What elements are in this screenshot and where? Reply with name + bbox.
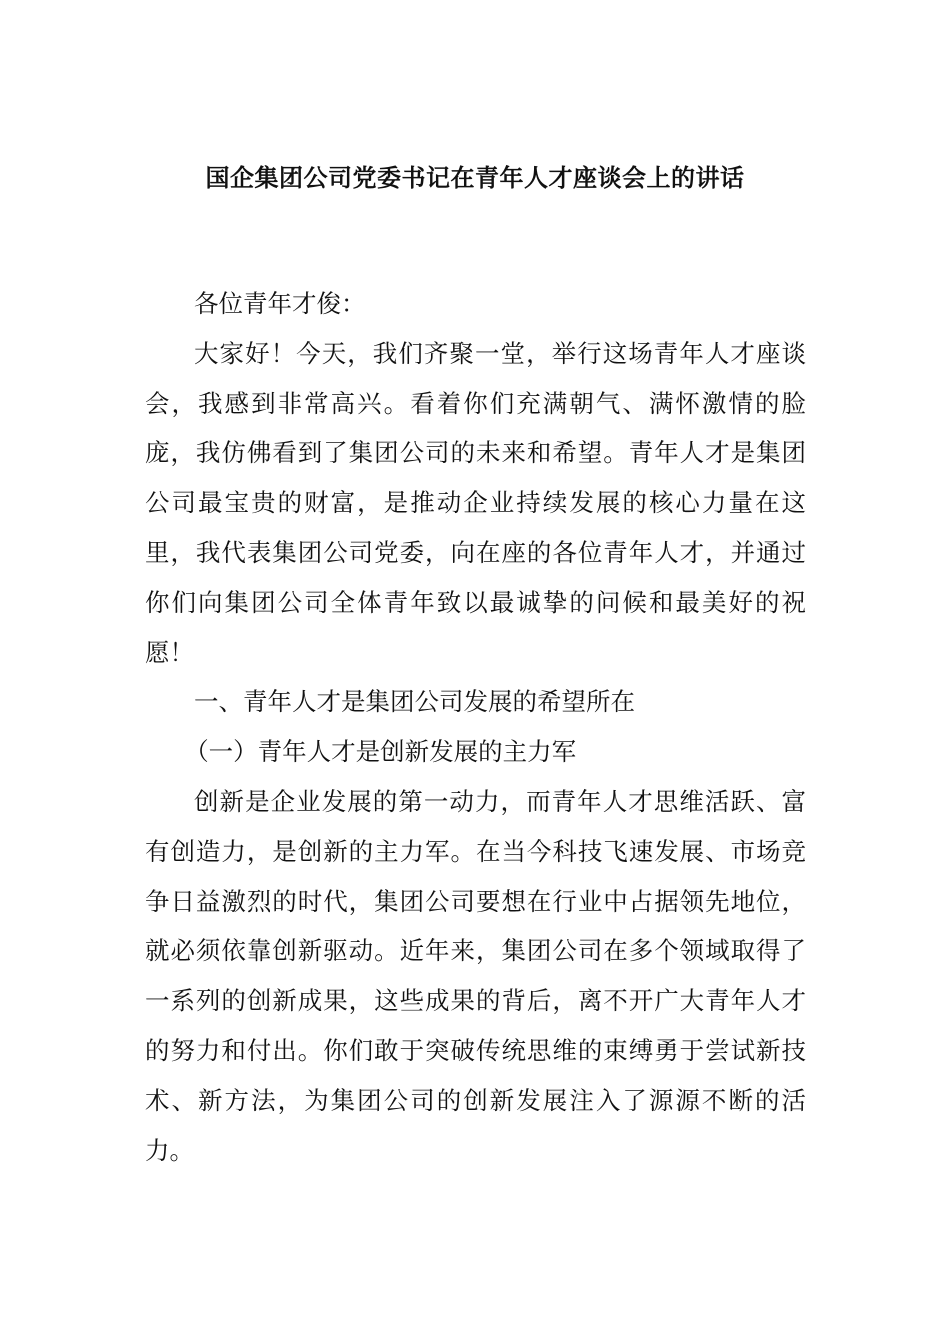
document-title: 国企集团公司党委书记在青年人才座谈会上的讲话 [205, 164, 745, 192]
section-heading: 一、青年人才是集团公司发展的希望所在 [194, 687, 635, 717]
opening-paragraph: 大家好！今天，我们齐聚一堂，举行这场青年人才座谈会，我感到非常高兴。看着你们充满朝气、满怀激情的脸庞，我仿佛看到了集团公司的未来和希望。青年人才是集团公司最宝贵的财富，是推动企业持续发展的核心力量在这里，我代表集团公司党委，向在座的各位青年人才，并通过你们向集团公司全体青年致以最诚挚的问候和最美好的祝愿！ [145, 338, 806, 667]
salutation: 各位青年才俊： [194, 289, 366, 318]
subsection-paragraph: 创新是企业发展的第一动力，而青年人才思维活跃、富有创造力，是创新的主力军。在当今科技飞速发展、市场竞争日益激烈的时代，集团公司要想在行业中占据领先地位，就必须依靠创新驱动。近年来，集团公司在多个领域取得了一系列的创新成果，这些成果的背后，离不开广大青年人才的努力和付出。你们敢于突破传统思维的束缚勇于尝试新技术、新方法，为集团公司的创新发展注入了源源不断的活力。 [145, 786, 806, 1165]
document-body [145, 279, 806, 1175]
subsection-heading: （一）青年人才是创新发展的主力军 [184, 737, 577, 767]
